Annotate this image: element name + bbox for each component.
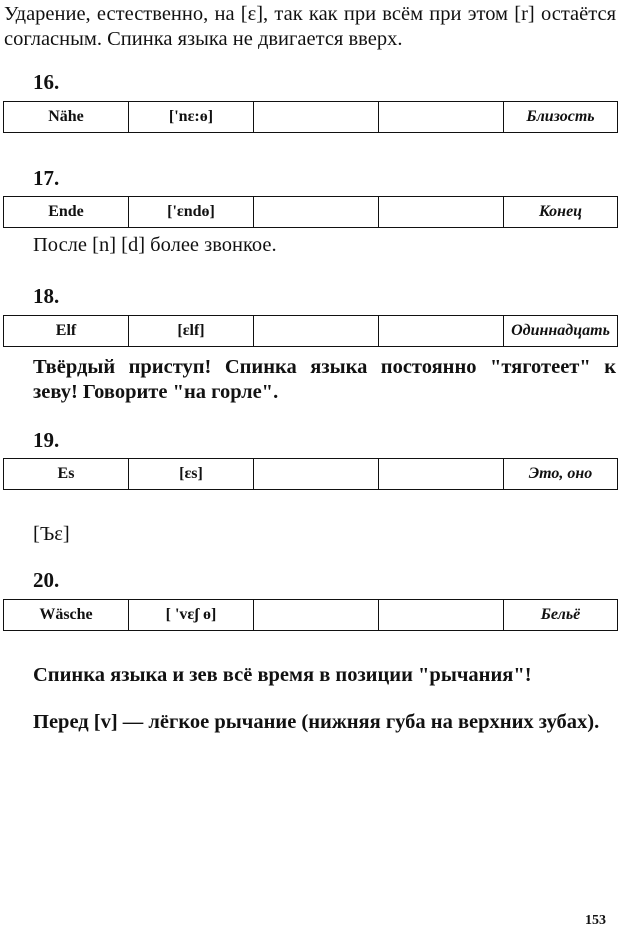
translation: Бельё: [504, 600, 618, 631]
word-table-row: [3, 315, 618, 347]
blank-cell: [379, 102, 504, 133]
translation: Конец: [504, 197, 618, 228]
note-text: Перед [v] — лёгкое рычание (нижняя губа на верхних зубах).: [33, 711, 600, 733]
translation: Близость: [504, 102, 618, 133]
word-table-row: [3, 458, 618, 490]
entry-number: 19.: [33, 428, 60, 452]
note-text: После [n] [d] более звонкое.: [33, 234, 277, 256]
blank-cell: [254, 459, 379, 490]
entry-number: 17.: [33, 166, 60, 190]
translation: Это, оно: [504, 459, 618, 490]
note-text: Твёрдый приступ! Спинка языка постоянно "тяготеет" к зеву! Говорите "на горле".: [33, 356, 616, 403]
german-word: Es: [4, 459, 129, 490]
german-word: Nähe: [4, 102, 129, 133]
transcription: [ɛlf]: [129, 316, 254, 347]
word-table-row: [3, 101, 618, 133]
blank-cell: [254, 600, 379, 631]
transcription: ['ɛndɵ]: [129, 197, 254, 228]
entry-number: 16.: [33, 70, 60, 94]
note-text: Спинка языка и зев всё время в позиции "рычания"!: [33, 664, 532, 686]
transcription: ['nɛ:ɵ]: [129, 102, 254, 133]
transcription: [ 'vɛʃ ɵ]: [129, 600, 254, 631]
blank-cell: [379, 197, 504, 228]
intro-paragraph: Ударение, естественно, на [ɛ], так как при всём при этом [r] остаётся согласным. Спинка языка не двигается вверх.: [4, 3, 616, 50]
page-number: 153: [585, 913, 606, 928]
entry-number: 20.: [33, 568, 60, 592]
blank-cell: [254, 316, 379, 347]
entry-number: 18.: [33, 284, 60, 308]
note-text: [Ъɛ]: [33, 523, 70, 545]
word-table-row: [3, 196, 618, 228]
word-table-row: [3, 599, 618, 631]
blank-cell: [254, 102, 379, 133]
blank-cell: [379, 600, 504, 631]
german-word: Elf: [4, 316, 129, 347]
blank-cell: [379, 459, 504, 490]
blank-cell: [254, 197, 379, 228]
german-word: Wäsche: [4, 600, 129, 631]
blank-cell: [379, 316, 504, 347]
translation: Одиннадцать: [504, 316, 618, 347]
german-word: Ende: [4, 197, 129, 228]
transcription: [ɛs]: [129, 459, 254, 490]
